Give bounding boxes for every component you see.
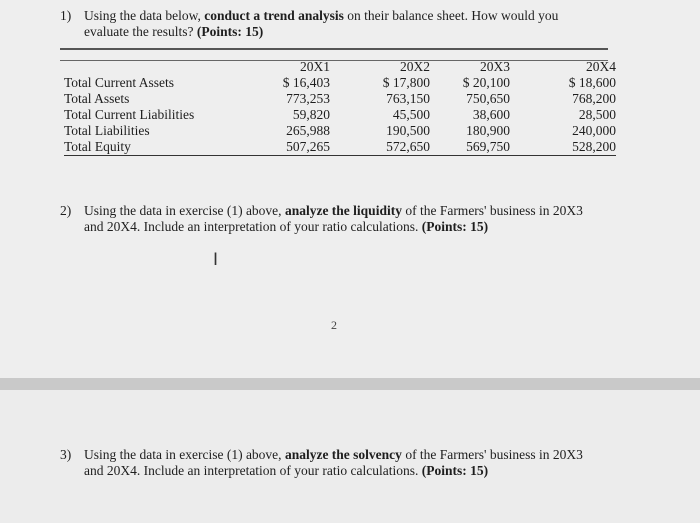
cell: 28,500 xyxy=(578,107,616,122)
q2-text-part: Using the data in exercise (1) above, xyxy=(84,203,285,218)
q2-text-part: of the Farmers' business in 20X3 xyxy=(401,203,583,218)
cell: 773,253 xyxy=(286,91,330,106)
question-2-number: 2) xyxy=(60,203,72,218)
balance-sheet-table xyxy=(64,59,616,156)
page-number: 2 xyxy=(331,318,337,332)
table-row xyxy=(64,139,616,156)
question-3-number: 3) xyxy=(60,447,72,462)
header-cell: 20X3 xyxy=(480,59,510,74)
row-label: Total Equity xyxy=(64,139,234,156)
table-header-row xyxy=(64,59,616,75)
q1-points: (Points: 15) xyxy=(196,24,264,39)
question-1-number: 1) xyxy=(60,8,72,23)
q1-text-part: Using the data below, xyxy=(84,8,205,23)
question-3-text xyxy=(84,447,583,479)
cell: $ 20,100 xyxy=(462,75,510,90)
row-label: Total Current Assets xyxy=(64,75,175,90)
cell: 763,150 xyxy=(386,91,430,106)
cell: 569,750 xyxy=(430,139,510,156)
cell: 528,200 xyxy=(510,139,616,156)
cell: 572,650 xyxy=(330,139,430,156)
cell: 180,900 xyxy=(466,123,510,138)
q3-text-part: and 20X4. Include an interpretation of your ratio calculations. xyxy=(84,463,422,478)
table-row xyxy=(64,107,616,123)
table-top-rule xyxy=(60,48,608,50)
header-cell: 20X2 xyxy=(400,59,430,74)
q2-text-part: and 20X4. Include an interpretation of your ratio calculations. xyxy=(84,219,422,234)
q2-emphasis: analyze the liquidity xyxy=(284,203,402,218)
cell: $ 18,600 xyxy=(568,75,616,90)
q1-emphasis: conduct a trend analysis xyxy=(204,8,344,23)
row-label: Total Liabilities xyxy=(64,123,150,138)
text-cursor-icon: I xyxy=(213,250,219,270)
row-label: Total Assets xyxy=(64,91,130,106)
header-cell: 20X1 xyxy=(300,59,330,74)
table-row xyxy=(64,123,616,139)
q3-points: (Points: 15) xyxy=(421,463,489,478)
cell: 59,820 xyxy=(292,107,330,122)
question-2-text xyxy=(84,203,583,235)
cell: $ 17,800 xyxy=(382,75,430,90)
cell: 240,000 xyxy=(572,123,616,138)
cell: 507,265 xyxy=(234,139,330,156)
cell: 45,500 xyxy=(392,107,430,122)
cell: $ 16,403 xyxy=(282,75,330,90)
table-row xyxy=(64,91,616,107)
question-1-text xyxy=(84,8,558,40)
q3-emphasis: analyze the solvency xyxy=(284,447,402,462)
header-cell xyxy=(64,59,234,75)
table-row xyxy=(64,75,616,91)
cell: 750,650 xyxy=(466,91,510,106)
cell: 190,500 xyxy=(386,123,430,138)
q2-points: (Points: 15) xyxy=(421,219,489,234)
q3-text-part: of the Farmers' business in 20X3 xyxy=(401,447,583,462)
cell: 768,200 xyxy=(572,91,616,106)
cell: 265,988 xyxy=(286,123,330,138)
q1-text-part: on their balance sheet. How would you xyxy=(343,8,559,23)
row-label: Total Current Liabilities xyxy=(64,107,195,122)
header-cell: 20X4 xyxy=(586,59,616,74)
q3-text-part: Using the data in exercise (1) above, xyxy=(84,447,285,462)
q1-text-part: evaluate the results? xyxy=(84,24,197,39)
cell: 38,600 xyxy=(472,107,510,122)
